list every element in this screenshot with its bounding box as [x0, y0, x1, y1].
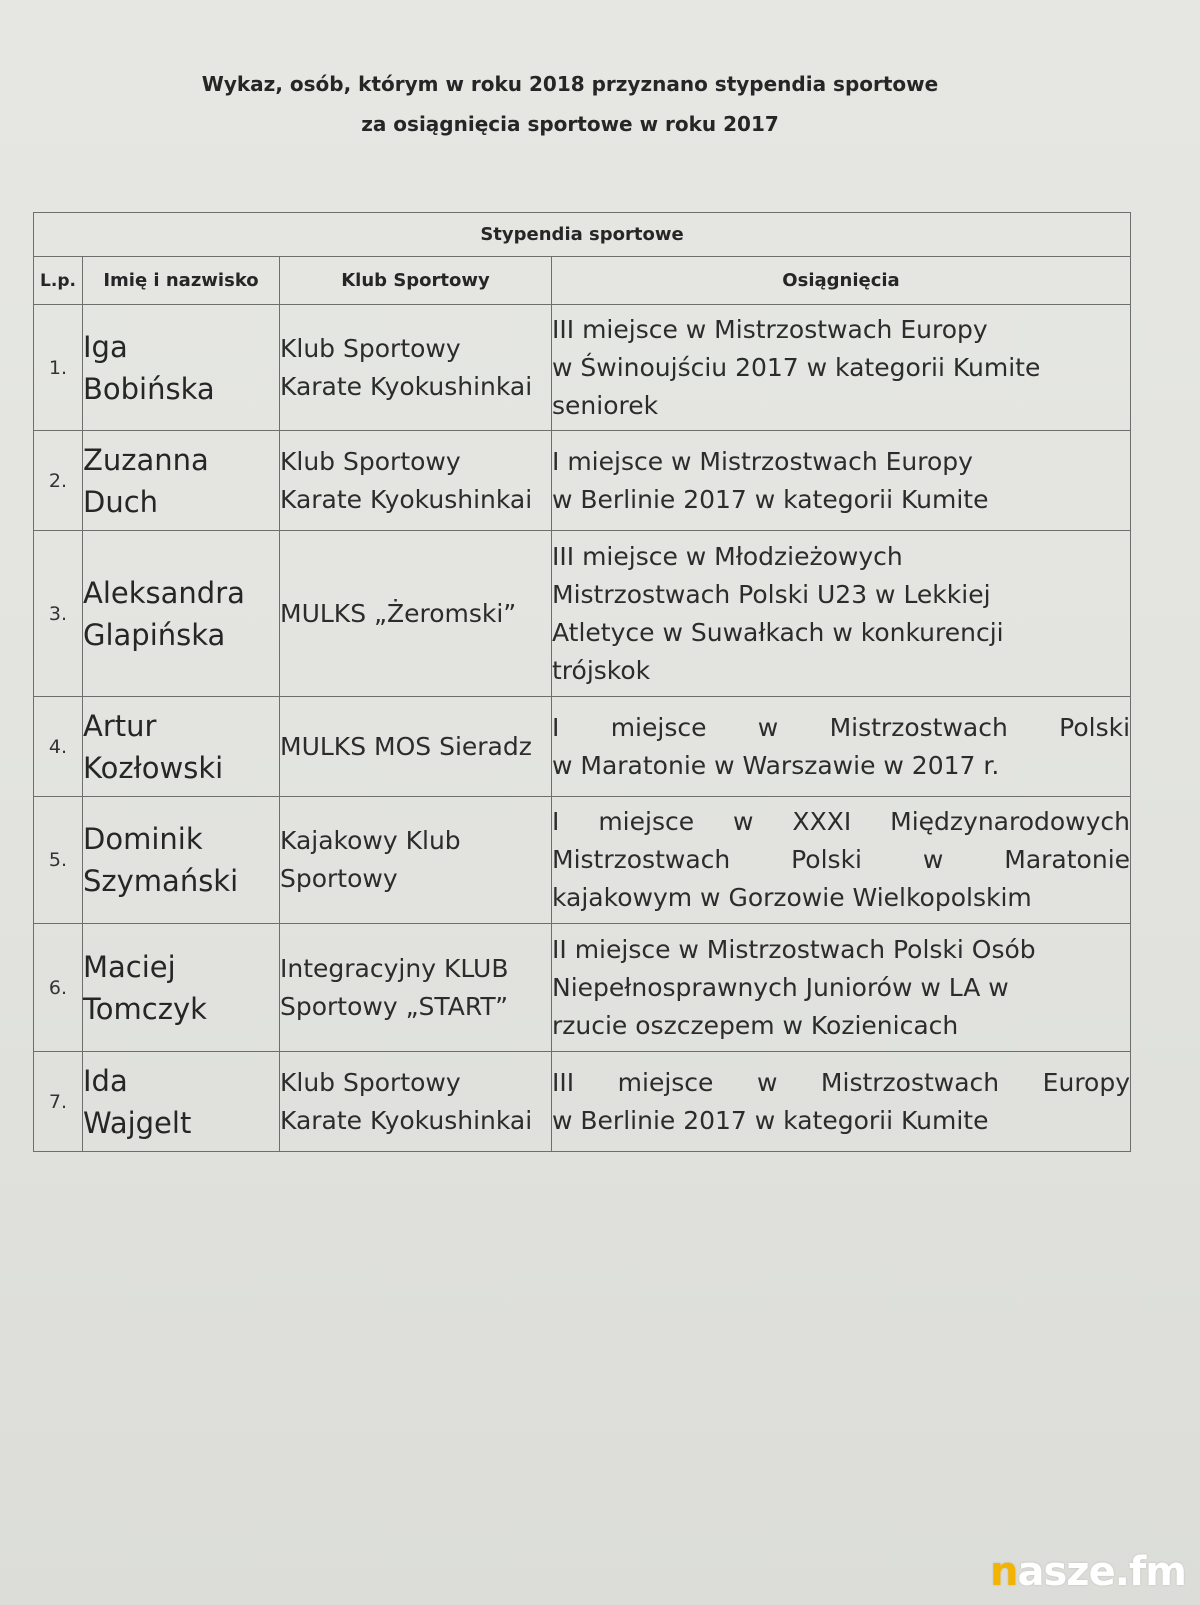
row-number: 3.	[34, 531, 83, 697]
last-name: Duch	[83, 484, 159, 519]
first-name: Zuzanna	[83, 442, 209, 477]
row-number: 5.	[34, 797, 83, 924]
achievement-line: II miejsce w Mistrzostwach Polski Osób	[552, 934, 1036, 964]
last-name: Bobińska	[83, 371, 215, 406]
table-row	[34, 924, 1131, 1052]
table-row	[34, 697, 1131, 797]
row-number: 4.	[34, 697, 83, 797]
achievement	[552, 924, 1131, 1052]
last-name: Glapińska	[83, 617, 226, 652]
table-row	[34, 305, 1131, 431]
achievement	[552, 1052, 1131, 1152]
header-lp: L.p.	[34, 257, 83, 305]
table-row	[34, 531, 1131, 697]
row-number: 7.	[34, 1052, 83, 1152]
club-line: Karate Kyokushinkai	[280, 371, 533, 401]
club-line: Sportowy „START”	[280, 991, 509, 1021]
club-line: Karate Kyokushinkai	[280, 484, 533, 514]
achievement-line: kajakowym w Gorzowie Wielkopolskim	[552, 883, 1032, 912]
table-caption-row	[34, 213, 1131, 257]
last-name: Tomczyk	[83, 991, 207, 1026]
achievement	[552, 797, 1131, 924]
title-line-1: Wykaz, osób, którym w roku 2018 przyznano stypendia sportowe	[201, 72, 939, 96]
row-number: 1.	[34, 305, 83, 431]
club-line: Karate Kyokushinkai	[280, 1105, 533, 1135]
last-name: Szymański	[83, 864, 239, 898]
athlete-name	[83, 531, 280, 697]
table-header-row	[34, 257, 1131, 305]
achievement-line: III miejsce w Młodzieżowych	[552, 541, 903, 571]
table-row	[34, 1052, 1131, 1152]
first-name: Artur	[83, 708, 157, 743]
achievement	[552, 531, 1131, 697]
athlete-name	[83, 431, 280, 531]
club-line: Kajakowy Klub	[280, 826, 461, 855]
sports-club	[280, 305, 552, 431]
achievement-line: w Maratonie w Warszawie w 2017 r.	[552, 750, 1000, 780]
title-line-2: za osiągnięcia sportowe w roku 2017	[361, 112, 779, 136]
sports-club	[280, 797, 552, 924]
header-achievements: Osiągnięcia	[552, 257, 1131, 305]
first-name: Iga	[83, 329, 128, 364]
achievement	[552, 305, 1131, 431]
watermark-rest: asze.fm	[1017, 1549, 1186, 1595]
header-name: Imię i nazwisko	[83, 257, 280, 305]
nasze-fm-watermark-logo	[990, 1549, 1186, 1595]
athlete-name	[83, 924, 280, 1052]
club-line: Integracyjny KLUB	[280, 953, 509, 983]
last-name: Kozłowski	[83, 750, 224, 785]
first-name: Aleksandra	[83, 575, 245, 610]
first-name: Dominik	[83, 822, 203, 856]
club-line: Klub Sportowy	[280, 446, 461, 476]
club-line: MULKS „Żeromski”	[280, 598, 517, 628]
sports-club	[280, 1052, 552, 1152]
sports-club	[280, 924, 552, 1052]
achievement-line: Mistrzostwach Polski w Maratonie	[552, 845, 1131, 874]
achievement-line: w Świnoujściu 2017 w kategorii Kumite	[552, 352, 1041, 382]
achievement-line: III miejsce w Mistrzostwach Europy	[552, 314, 988, 344]
achievement-line: I miejsce w Mistrzostwach Polski	[552, 712, 1131, 742]
club-line: Klub Sportowy	[280, 1067, 461, 1097]
document-title	[120, 64, 1020, 144]
athlete-name	[83, 697, 280, 797]
row-number: 6.	[34, 924, 83, 1052]
sports-club	[280, 431, 552, 531]
achievement-line: Atletyce w Suwałkach w konkurencji	[552, 617, 1004, 647]
sports-club	[280, 531, 552, 697]
achievement-line: trójskok	[552, 655, 651, 685]
club-line: Sportowy	[280, 864, 398, 893]
achievement-line: w Berlinie 2017 w kategorii Kumite	[552, 484, 989, 514]
athlete-name	[83, 305, 280, 431]
first-name: Ida	[83, 1063, 128, 1098]
athlete-name	[83, 797, 280, 924]
club-line: Klub Sportowy	[280, 333, 461, 363]
row-number: 2.	[34, 431, 83, 531]
achievement-line: Niepełnosprawnych Juniorów w LA w	[552, 972, 1009, 1002]
sports-club	[280, 697, 552, 797]
scholarship-table	[33, 212, 1131, 1152]
achievement-line: I miejsce w XXXI Międzynarodowych	[552, 807, 1131, 836]
achievement-line: I miejsce w Mistrzostwach Europy	[552, 446, 973, 476]
achievement-line: Mistrzostwach Polski U23 w Lekkiej	[552, 579, 991, 609]
table-caption: Stypendia sportowe	[34, 213, 1131, 257]
table-row	[34, 797, 1131, 924]
achievement-line: rzucie oszczepem w Kozienicach	[552, 1010, 959, 1040]
last-name: Wajgelt	[83, 1105, 192, 1140]
achievement	[552, 431, 1131, 531]
achievement-line: w Berlinie 2017 w kategorii Kumite	[552, 1105, 989, 1135]
achievement-line: seniorek	[552, 390, 659, 420]
watermark-first-letter: n	[990, 1549, 1018, 1595]
table-row	[34, 431, 1131, 531]
header-club: Klub Sportowy	[280, 257, 552, 305]
club-line: MULKS MOS Sieradz	[280, 731, 532, 761]
achievement	[552, 697, 1131, 797]
achievement-line: III miejsce w Mistrzostwach Europy	[552, 1067, 1131, 1097]
first-name: Maciej	[83, 949, 176, 984]
athlete-name	[83, 1052, 280, 1152]
